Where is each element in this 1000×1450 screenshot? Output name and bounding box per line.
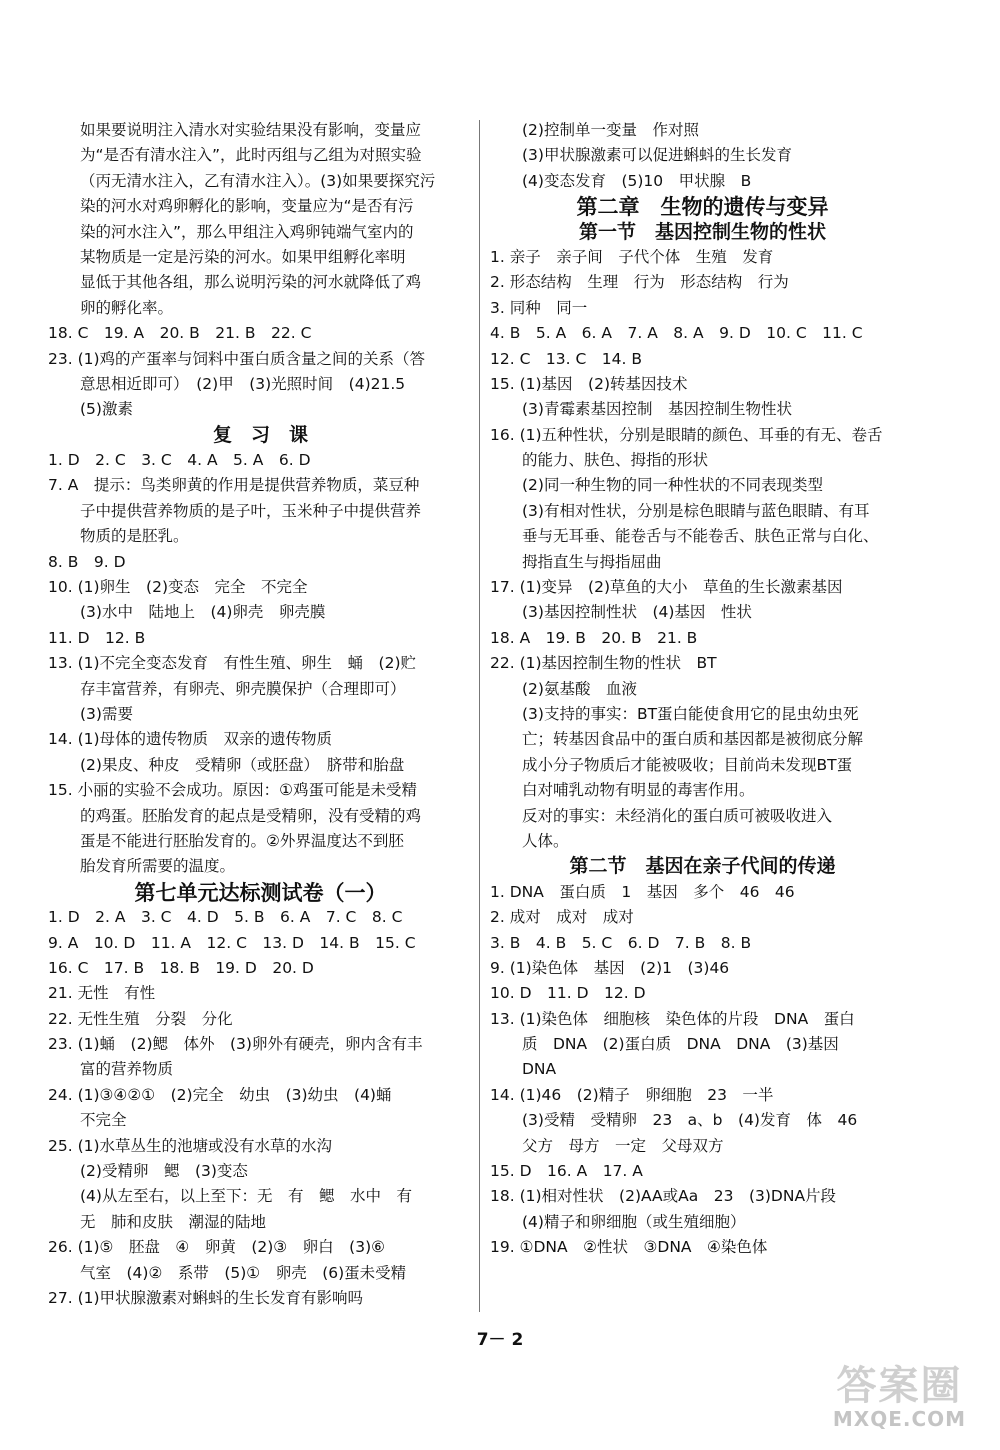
answer-line: (3)需要 — [80, 704, 133, 723]
answer-line: 17. (1)变异 (2)草鱼的大小 草鱼的生长激素基因 — [490, 578, 843, 597]
answer-line: 10. (1)卵生 (2)变态 完全 不完全 — [48, 578, 308, 597]
section-heading: 第二章 生物的遗传与变异 — [576, 194, 829, 220]
answer-line: 18. (1)相对性状 (2)AA或Aa 23 (3)DNA片段 — [490, 1187, 837, 1206]
answer-line: 的能力、肤色、拇指的形状 — [522, 451, 709, 470]
answer-line: 12. C 13. C 14. B — [490, 349, 643, 368]
answer-line: 11. D 12. B — [48, 628, 146, 647]
answer-line: 富的营养物质 — [80, 1060, 174, 1079]
answer-line: 9. A 10. D 11. A 12. C 13. D 14. B 15. C — [48, 933, 416, 952]
answer-line: 成小分子物质后才能被吸收；目前尚未发现BT蛋 — [522, 755, 853, 774]
answer-line: 25. (1)水草丛生的池塘或没有水草的水沟 — [48, 1136, 333, 1155]
section-heading: 第七单元达标测试卷（一） — [134, 879, 387, 905]
answer-line: 质 DNA (2)蛋白质 DNA DNA (3)基因 — [522, 1035, 839, 1054]
answer-line: 子中提供营养物质的是子叶，玉米种子中提供营养 — [80, 501, 422, 520]
answer-line: 1. D 2. A 3. C 4. D 5. B 6. A 7. C 8. C — [48, 908, 403, 927]
answer-line: (4)精子和卵细胞（或生殖细胞） — [522, 1212, 746, 1231]
answer-line: 1. D 2. C 3. C 4. A 5. A 6. D — [48, 451, 311, 470]
answer-line: 存丰富营养，有卵壳、卵壳膜保护（合理即可） — [80, 679, 406, 698]
answer-line: （丙无清水注入，乙有清水注入）。(3)如果要探究污 — [80, 171, 436, 190]
answer-line: 13. (1)染色体 细胞核 染色体的片段 DNA 蛋白 — [490, 1009, 855, 1028]
answer-line: 15. (1)基因 (2)转基因技术 — [490, 374, 688, 393]
answer-line: 18. C 19. A 20. B 21. B 22. C — [48, 324, 312, 343]
answer-line: (3)受精 受精卵 23 a、b (4)发育 体 46 — [522, 1111, 858, 1130]
answer-line: 染的河水注入”，那么甲组注入鸡卵钝端气室内的 — [80, 222, 414, 241]
answer-line: 亡；转基因食品中的蛋白质和基因都是被彻底分解 — [522, 730, 864, 749]
answer-line: (3)甲状腺激素可以促进蝌蚪的生长发育 — [522, 146, 792, 165]
column-divider — [479, 120, 480, 1312]
answer-line: (3)基因控制性状 (4)基因 性状 — [522, 603, 752, 622]
answer-line: 物质的是胚乳。 — [80, 527, 189, 546]
answer-line: 白对哺乳动物有明显的毒害作用。 — [522, 781, 755, 800]
answer-line: 26. (1)⑤ 胚盘 ④ 卵黄 (2)③ 卵白 (3)⑥ — [48, 1238, 386, 1257]
answer-line: 22. (1)基因控制生物的性状 BT — [490, 654, 717, 673]
answer-line: 1. 亲子 亲子间 子代个体 生殖 发育 — [490, 247, 774, 266]
answer-line: 卵的孵化率。 — [80, 298, 174, 317]
answer-line: 23. (1)鸡的产蛋率与饲料中蛋白质含量之间的关系（答 — [48, 349, 426, 368]
answer-line: 23. (1)蛹 (2)鳃 体外 (3)卵外有硬壳，卵内含有丰 — [48, 1035, 423, 1054]
answer-line: 27. (1)甲状腺激素对蝌蚪的生长发育有影响吗 — [48, 1288, 364, 1307]
answer-line: 不完全 — [80, 1111, 127, 1130]
answer-line: 意思相近即可） (2)甲 (3)光照时间 (4)21.5 — [80, 374, 406, 393]
answer-line: 21. 无性 有性 — [48, 984, 156, 1003]
answer-line: (2)控制单一变量 作对照 — [522, 121, 699, 139]
answer-line: 13. (1)不完全变态发育 有性生殖、卵生 蛹 (2)贮 — [48, 654, 416, 673]
watermark-logo — [817, 1364, 982, 1436]
answer-line: 1. DNA 蛋白质 1 基因 多个 46 46 — [490, 882, 795, 901]
section-heading: 复 习 课 — [212, 423, 308, 446]
answer-line: 9. (1)染色体 基因 (2)1 (3)46 — [490, 958, 730, 977]
answer-line: (4)变态发育 (5)10 甲状腺 B — [522, 171, 752, 190]
answer-line: 2. 成对 成对 成对 — [490, 908, 634, 927]
answer-line: 22. 无性生殖 分裂 分化 — [48, 1009, 233, 1028]
answer-line: 染的河水对鸡卵孵化的影响，变量应为“是否有污 — [80, 197, 414, 216]
answer-line: 14. (1)46 (2)精子 卵细胞 23 一半 — [490, 1085, 774, 1104]
answer-line: (2)氨基酸 血液 — [522, 679, 637, 698]
answer-line: 15. 小丽的实验不会成功。原因：①鸡蛋可能是未受精 — [48, 781, 417, 800]
answer-line: 的鸡蛋。胚胎发育的起点是受精卵，没有受精的鸡 — [80, 806, 422, 825]
section-heading: 第二节 基因在亲子代间的传递 — [569, 855, 836, 878]
page-number: 7－ 2 — [476, 1330, 524, 1350]
answer-line: 显低于其他各组，那么说明污染的河水就降低了鸡 — [80, 273, 422, 292]
answer-line: 气室 (4)② 系带 (5)① 卵壳 (6)蛋未受精 — [80, 1263, 407, 1282]
answer-line: 3. B 4. B 5. C 6. D 7. B 8. B — [490, 933, 752, 952]
answer-line: 16. (1)五种性状，分别是眼睛的颜色、耳垂的有无、卷舌 — [490, 425, 883, 444]
answer-line: 8. B 9. D — [48, 552, 126, 571]
answer-line: DNA — [522, 1060, 557, 1079]
answer-line: 人体。 — [522, 831, 569, 850]
answer-line: (3)有相对性状，分别是棕色眼睛与蓝色眼睛、有耳 — [522, 501, 870, 520]
answer-line: 为“是否有清水注入”，此时丙组与乙组为对照实验 — [80, 146, 422, 165]
answer-line: 蛋是不能进行胚胎发育的。②外界温度达不到胚 — [80, 831, 404, 850]
answer-line: 3. 同种 同一 — [490, 298, 588, 317]
watermark-url: MXQE.COM — [832, 1407, 967, 1431]
answer-line: 18. A 19. B 20. B 21. B — [490, 628, 698, 647]
answer-line: 15. D 16. A 17. A — [490, 1162, 643, 1181]
answer-line: 如果要说明注入清水对实验结果没有影响，变量应 — [80, 121, 422, 139]
answer-line: 某物质是一定是污染的河水。如果甲组孵化率明 — [80, 247, 406, 266]
answer-line: 14. (1)母体的遗传物质 双亲的遗传物质 — [48, 730, 333, 749]
answer-line: 垂与无耳垂、能卷舌与不能卷舌、肤色正常与白化、 — [522, 527, 879, 546]
left-column — [48, 118, 473, 1311]
answer-line: (2)果皮、种皮 受精卵（或胚盘） 脐带和胎盘 — [80, 755, 405, 774]
answer-line: 19. ①DNA ②性状 ③DNA ④染色体 — [490, 1238, 768, 1257]
answer-line: 4. B 5. A 6. A 7. A 8. A 9. D 10. C 11. C — [490, 324, 863, 343]
answer-line: (3)青霉素基因控制 基因控制生物性状 — [522, 400, 792, 419]
answer-line: 2. 形态结构 生理 行为 形态结构 行为 — [490, 273, 789, 292]
answer-line: (2)受精卵 鳃 (3)变态 — [80, 1162, 248, 1181]
right-column — [490, 118, 915, 1261]
answer-line: (4)从左至右，以上至下：无 有 鳃 水中 有 — [80, 1187, 412, 1206]
answer-line: (3)水中 陆地上 (4)卵壳 卵壳膜 — [80, 603, 326, 622]
watermark-text: 答案圈 — [836, 1363, 963, 1409]
answer-line: 16. C 17. B 18. B 19. D 20. D — [48, 958, 314, 977]
answer-line: 拇指直生与拇指屈曲 — [522, 552, 662, 571]
answer-line: 父方 母方 一定 父母双方 — [522, 1136, 724, 1155]
answer-line: (5)激素 — [80, 400, 133, 419]
answer-line: 24. (1)③④②① (2)完全 幼虫 (3)幼虫 (4)蛹 — [48, 1085, 392, 1104]
answer-line: (3)支持的事实：BT蛋白能使食用它的昆虫幼虫死 — [522, 704, 859, 723]
answer-line: 胎发育所需要的温度。 — [80, 857, 236, 876]
answer-line: 7. A 提示：鸟类卵黄的作用是提供营养物质，菜豆种 — [48, 476, 420, 495]
section-heading: 第一节 基因控制生物的性状 — [578, 220, 826, 243]
answer-line: 无 肺和皮肤 潮湿的陆地 — [80, 1212, 267, 1231]
answer-line: 反对的事实：未经消化的蛋白质可被吸收进入 — [522, 806, 833, 825]
answer-line: 10. D 11. D 12. D — [490, 984, 646, 1003]
answer-line: (2)同一种生物的同一种性状的不同表现类型 — [522, 476, 823, 495]
